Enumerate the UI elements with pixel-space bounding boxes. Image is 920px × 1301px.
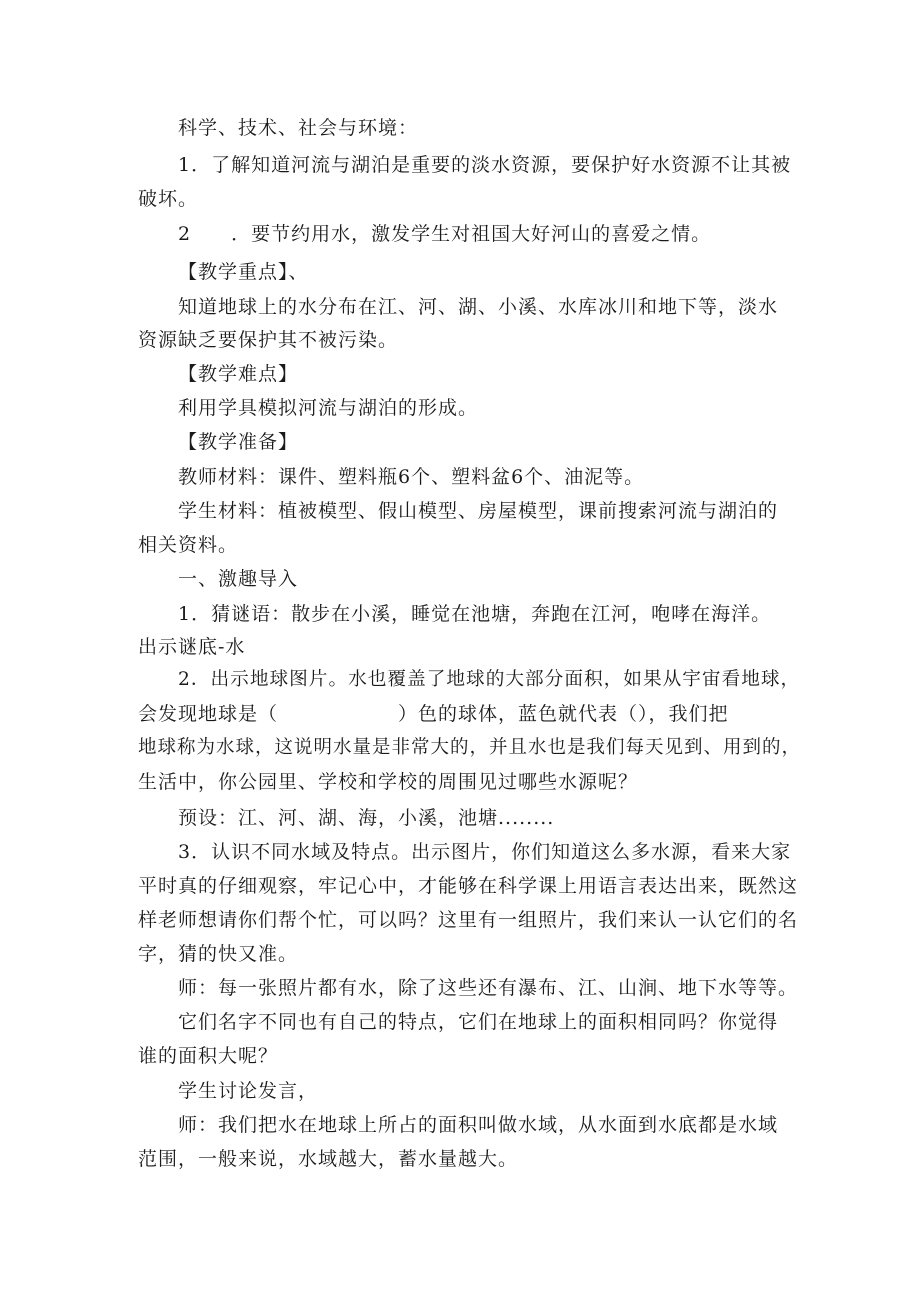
paragraph-line: 会发现地球是（ ）色的球体，蓝色就代表（），我们把 xyxy=(138,703,729,725)
paragraph-line: 资源缺乏要保护其不被污染。 xyxy=(138,329,399,351)
paragraph-line: 地球称为水球，这说明水量是非常大的，并且水也是我们每天见到、用到的， xyxy=(138,737,802,758)
paragraph-line: 平时真的仔细观察，牢记心中，才能够在科学课上用语言表达出来，既然这 xyxy=(138,875,799,897)
paragraph-line: 样老师想请你们帮个忙，可以吗？这里有一组照片，我们来认一认它们的名 xyxy=(138,909,799,931)
paragraph-line: 生活中，你公园里、学校和学校的周围见过哪些水源呢？ xyxy=(138,771,639,793)
paragraph-line: 学生讨论发言， xyxy=(178,1080,319,1102)
section-heading-difficulties: 【教学难点】 xyxy=(178,363,299,385)
paragraph-line: 知道地球上的水分布在江、河、湖、小溪、水库冰川和地下等，淡水 xyxy=(178,296,779,318)
paragraph-line: 3．认识不同水域及特点。出示图片，你们知道这么多水源，看来大家 xyxy=(178,841,792,863)
paragraph-line: 教师材料：课件、塑料瓶6个、塑料盆6个、油泥等。 xyxy=(178,466,645,488)
paragraph-line: 出示谜底-水 xyxy=(138,636,246,658)
paragraph-line: 破坏。 xyxy=(138,188,199,210)
paragraph-line: 预设：江、河、湖、海，小溪，池塘........ xyxy=(178,807,555,829)
paragraph-line: 2．出示地球图片。水也覆盖了地球的大部分面积，如果从宇宙看地球， xyxy=(178,669,801,690)
paragraph-line: 它们名字不同也有自己的特点，它们在地球上的面积相同吗？你觉得 xyxy=(178,1011,779,1033)
paragraph-line: 范围，一般来说，水域越大，蓄水量越大。 xyxy=(138,1148,519,1170)
heading-sts: 科学、技术、社会与环境： xyxy=(178,117,419,139)
paragraph-line: 2 ．要节约用水，激发学生对祖国大好河山的喜爱之情。 xyxy=(178,223,712,245)
paragraph-line: 学生材料：植被模型、假山模型、房屋模型，课前搜索河流与湖泊的 xyxy=(178,500,779,522)
paragraph-line: 利用学具模拟河流与湖泊的形成。 xyxy=(178,397,479,419)
paragraph-line: 谁的面积大呢？ xyxy=(138,1045,279,1067)
section-heading-preparation: 【教学准备】 xyxy=(178,431,299,453)
paragraph-line: 1．猜谜语：散步在小溪，睡觉在池塘，奔跑在江河，咆哮在海洋。 xyxy=(178,603,772,625)
paragraph-line: 字，猜的快又准。 xyxy=(138,943,299,965)
paragraph-line: 师：每一张照片都有水，除了这些还有瀑布、江、山涧、地下水等等。 xyxy=(178,977,799,999)
paragraph-line: 师：我们把水在地球上所占的面积叫做水域，从水面到水底都是水域 xyxy=(178,1114,779,1136)
paragraph-line: 1．了解知道河流与湖泊是重要的淡水资源，要保护好水资源不让其被 xyxy=(178,154,792,176)
section-heading-intro: 一、激趣导入 xyxy=(178,568,299,590)
paragraph-line: 相关资料。 xyxy=(138,534,239,556)
section-heading-key-points: 【教学重点】、 xyxy=(178,261,309,283)
